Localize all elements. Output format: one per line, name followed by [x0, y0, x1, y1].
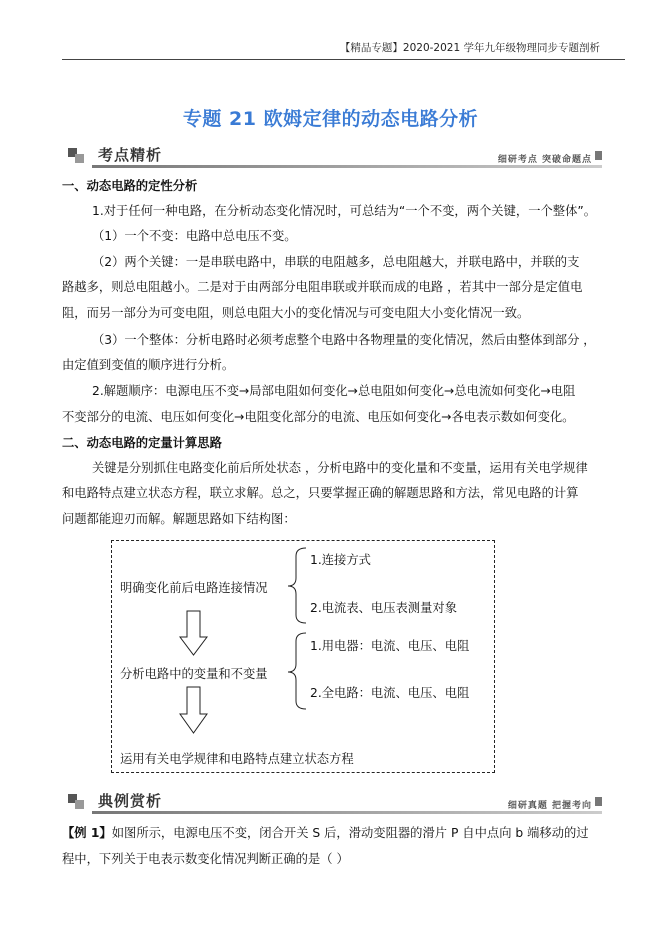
banner-square-icon [75, 800, 84, 809]
example-text: 如图所示，电源电压不变，闭合开关 S 后，滑动变阻器的滑片 P 自中点向 b 端移动的过 [111, 826, 589, 840]
paragraph-line: 路越多，则总电阻越小。二是对于由两部分电阻串联或并联而成的电路 ，若其中一部分是定值电 [62, 280, 583, 294]
paragraph-line: （3）一个整体：分析电路时必须考虑整个电路中各物理量的变化情况，然后由整体到部分 ， [92, 333, 596, 347]
banner-bar [92, 811, 602, 814]
paragraph-line: 阻，而另一部分为可变电阻，则总电阻大小的变化情况与可变电阻大小变化情况一致。 [62, 306, 530, 320]
flowchart-step2-item: 2.全电路：电流、电压、电阻 [310, 686, 470, 700]
banner-label: 考点精析 [98, 146, 163, 164]
banner-right-text: 细研考点 突破命题点 [497, 155, 592, 165]
paragraph-line: 关键是分别抓住电路变化前后所处状态 ，分析电路中的变化量和不变量，运用有关电学规律 [92, 461, 588, 475]
brace-icon [288, 548, 306, 623]
banner-label: 典例赏析 [98, 792, 163, 810]
brace-icon [288, 633, 306, 709]
page-header: 【精品专题】2020-2021 学年九年级物理同步专题剖析 [339, 42, 600, 54]
flowchart-step2: 分析电路中的变量和不变量 [120, 667, 268, 681]
flowchart-step1-item: 2.电流表、电压表测量对象 [310, 601, 457, 615]
paragraph-line: 问题都能迎刃而解。解题思路如下结构图： [62, 512, 296, 526]
paragraph-line: 不变部分的电流、电压如何变化→电阻变化部分的电流、电压如何变化→各电表示数如何变化。 [62, 410, 575, 424]
banner-end-icon [595, 797, 602, 806]
down-arrow-icon [180, 687, 207, 733]
paragraph-line: 由定值到变值的顺序进行分析。 [62, 358, 235, 372]
paragraph-line: 1.对于任何一种电路，在分析动态变化情况时，可总结为“一个不变，两个关键，一个整体”。 [92, 204, 597, 218]
flowchart-step1: 明确变化前后电路连接情况 [120, 581, 268, 595]
example-tag: 【例 1】 [62, 826, 112, 840]
paragraph-line: 和电路特点建立状态方程，联立求解。总之，只要掌握正确的解题思路和方法，常见电路的计算 [62, 486, 579, 500]
section2-heading: 二、动态电路的定量计算思路 [62, 436, 222, 450]
example-line: 程中，下列关于电表示数变化情况判断正确的是（ ） [62, 852, 349, 866]
paragraph-line: 2.解题顺序：电源电压不变→局部电阻如何变化→总电阻如何变化→总电流如何变化→电阻 [92, 384, 576, 398]
flowchart-step1-item: 1.连接方式 [310, 553, 371, 567]
banner-examples [62, 789, 602, 813]
flowchart-step2-item: 1.用电器：电流、电压、电阻 [310, 639, 470, 653]
example-line [62, 825, 630, 841]
paragraph-line: （2）两个关键：一是串联电路中，串联的电阻越多，总电阻越大，并联电路中，并联的支 [92, 255, 580, 269]
flowchart-step3: 运用有关电学规律和电路特点建立状态方程 [120, 752, 354, 766]
down-arrow-icon [180, 611, 207, 655]
banner-right-text: 细研真题 把握考向 [507, 801, 592, 811]
page-title: 专题 21 欧姆定律的动态电路分析 [182, 108, 479, 130]
section1-heading: 一、动态电路的定性分析 [62, 179, 198, 193]
paragraph-line: （1）一个不变：电路中总电压不变。 [92, 229, 297, 243]
